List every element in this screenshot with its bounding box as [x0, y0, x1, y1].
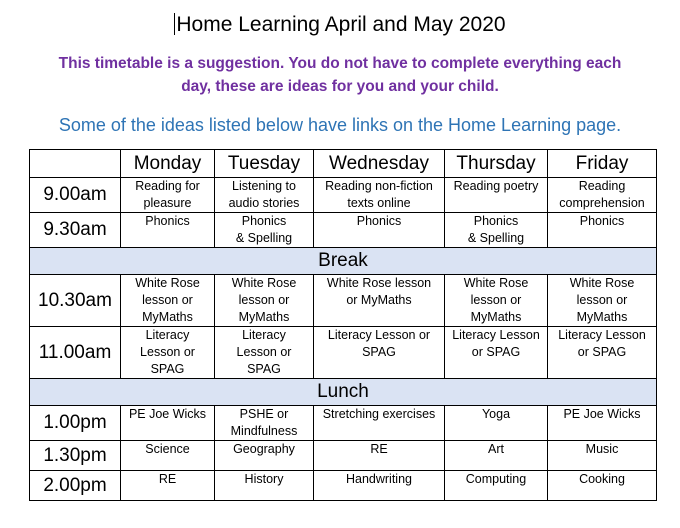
activity-cell — [548, 213, 657, 248]
activity-cell — [314, 178, 445, 213]
activity-line: Literacy Lesson — [452, 328, 540, 342]
activity-cell — [445, 213, 548, 248]
activity-line: White Rose — [463, 276, 529, 290]
day-header: Wednesday — [314, 150, 445, 178]
day-header: Monday — [121, 150, 215, 178]
activity-cell — [548, 178, 657, 213]
activity-line: Mindfulness — [230, 424, 298, 438]
activity-cell — [314, 441, 445, 471]
activity-line: White Rose — [231, 276, 297, 290]
timetable-row — [30, 471, 657, 501]
timetable-body — [30, 150, 657, 501]
activity-line: Literacy Lesson or — [327, 328, 431, 342]
activity-line: Phonics — [473, 214, 519, 228]
activity-line: SPAG — [362, 345, 396, 359]
time-cell: 2.00pm — [30, 471, 121, 501]
activity-line: Science — [145, 442, 190, 456]
activity-cell — [445, 471, 548, 501]
activity-line: or SPAG — [471, 345, 521, 359]
timetable-row — [30, 441, 657, 471]
activity-line: or MyMaths — [346, 293, 412, 307]
activity-cell — [548, 406, 657, 441]
activity-line: Reading — [578, 179, 626, 193]
activity-cell — [548, 275, 657, 327]
activity-line: Phonics — [579, 214, 625, 228]
activity-line: Reading for — [135, 179, 200, 193]
activity-line: MyMaths — [142, 310, 193, 324]
activity-cell — [215, 213, 314, 248]
activity-cell — [215, 441, 314, 471]
activity-cell — [215, 178, 314, 213]
activity-line: Reading poetry — [453, 179, 539, 193]
subtitle-line: This timetable is a suggestion. You do not have to complete everything each — [58, 55, 622, 72]
activity-cell — [121, 213, 215, 248]
activity-line: MyMaths — [238, 310, 290, 324]
activity-cell — [314, 471, 445, 501]
activity-line: White Rose — [135, 276, 200, 290]
activity-cell — [121, 471, 215, 501]
activity-cell — [445, 406, 548, 441]
day-header: Thursday — [445, 150, 548, 178]
header-row — [30, 150, 657, 178]
activity-cell — [215, 275, 314, 327]
activity-line: Literacy — [145, 328, 190, 342]
subtitle — [20, 52, 660, 98]
time-cell: 9.30am — [30, 213, 121, 248]
activity-cell — [121, 327, 215, 379]
activity-line: Lesson or — [140, 345, 195, 359]
links-note: Some of the ideas listed below have links on the Home Learning page. — [58, 115, 622, 135]
timetable-row — [30, 406, 657, 441]
activity-line: lesson or — [576, 293, 628, 307]
activity-line: Phonics — [145, 214, 190, 228]
activity-line: Art — [488, 442, 504, 456]
time-cell: 10.30am — [30, 275, 121, 327]
activity-cell — [445, 327, 548, 379]
day-header: Friday — [548, 150, 657, 178]
activity-line: lesson or — [238, 293, 290, 307]
timetable — [29, 149, 657, 501]
activity-cell — [121, 441, 215, 471]
corner-cell — [30, 150, 121, 178]
activity-line: Computing — [465, 472, 527, 486]
break-row — [30, 248, 657, 275]
activity-cell — [548, 471, 657, 501]
activity-line: PE Joe Wicks — [128, 407, 207, 421]
activity-line: Reading non-fiction — [325, 179, 433, 193]
activity-cell — [314, 406, 445, 441]
timetable-row — [30, 327, 657, 379]
time-cell: 1.00pm — [30, 406, 121, 441]
activity-line: White Rose — [569, 276, 635, 290]
activity-line: PSHE or — [239, 407, 289, 421]
activity-line: comprehension — [559, 196, 645, 210]
break-row — [30, 379, 657, 406]
activity-line: texts online — [347, 196, 411, 210]
activity-line: MyMaths — [470, 310, 522, 324]
activity-line: Lesson or — [236, 345, 292, 359]
document-title-text: Home Learning April and May 2020 — [176, 13, 506, 36]
activity-cell — [445, 441, 548, 471]
timetable-row — [30, 213, 657, 248]
activity-cell — [548, 327, 657, 379]
activity-cell — [445, 275, 548, 327]
document-title — [0, 12, 680, 38]
activity-line: Phonics — [356, 214, 402, 228]
activity-line: & Spelling — [467, 231, 525, 245]
activity-cell — [314, 327, 445, 379]
activity-cell — [314, 213, 445, 248]
activity-line: RE — [370, 442, 388, 456]
activity-cell — [121, 406, 215, 441]
activity-line: History — [244, 472, 284, 486]
activity-line: RE — [158, 472, 177, 486]
activity-line: Phonics — [241, 214, 287, 228]
activity-line: SPAG — [150, 362, 185, 376]
activity-line: SPAG — [247, 362, 281, 376]
activity-cell — [445, 178, 548, 213]
activity-line: Geography — [233, 442, 295, 456]
time-cell: 11.00am — [30, 327, 121, 379]
activity-cell — [215, 406, 314, 441]
activity-line: Handwriting — [345, 472, 412, 486]
activity-line: White Rose lesson — [326, 276, 432, 290]
timetable-row — [30, 178, 657, 213]
activity-line: lesson or — [142, 293, 193, 307]
activity-line: PE Joe Wicks — [563, 407, 641, 421]
activity-line: & Spelling — [235, 231, 293, 245]
activity-cell — [548, 441, 657, 471]
activity-line: Yoga — [481, 407, 511, 421]
activity-line: Listening to — [232, 179, 296, 193]
time-cell: 1.30pm — [30, 441, 121, 471]
activity-line: Cooking — [579, 472, 625, 486]
band-label: Break — [30, 248, 657, 275]
activity-line: or SPAG — [577, 345, 627, 359]
subtitle-line: day, these are ideas for you and your child. — [181, 78, 499, 95]
timetable-row — [30, 275, 657, 327]
band-label: Lunch — [30, 379, 657, 406]
activity-line: Literacy — [242, 328, 286, 342]
activity-line: Music — [585, 442, 619, 456]
activity-line: pleasure — [143, 196, 192, 210]
activity-cell — [121, 178, 215, 213]
day-header: Tuesday — [215, 150, 314, 178]
activity-line: Stretching exercises — [322, 407, 436, 421]
activity-cell — [314, 275, 445, 327]
activity-line: Literacy Lesson — [558, 328, 646, 342]
activity-line: audio stories — [228, 196, 300, 210]
activity-cell — [215, 327, 314, 379]
activity-line: lesson or — [470, 293, 522, 307]
time-cell: 9.00am — [30, 178, 121, 213]
activity-line: MyMaths — [576, 310, 628, 324]
activity-cell — [121, 275, 215, 327]
activity-cell — [215, 471, 314, 501]
